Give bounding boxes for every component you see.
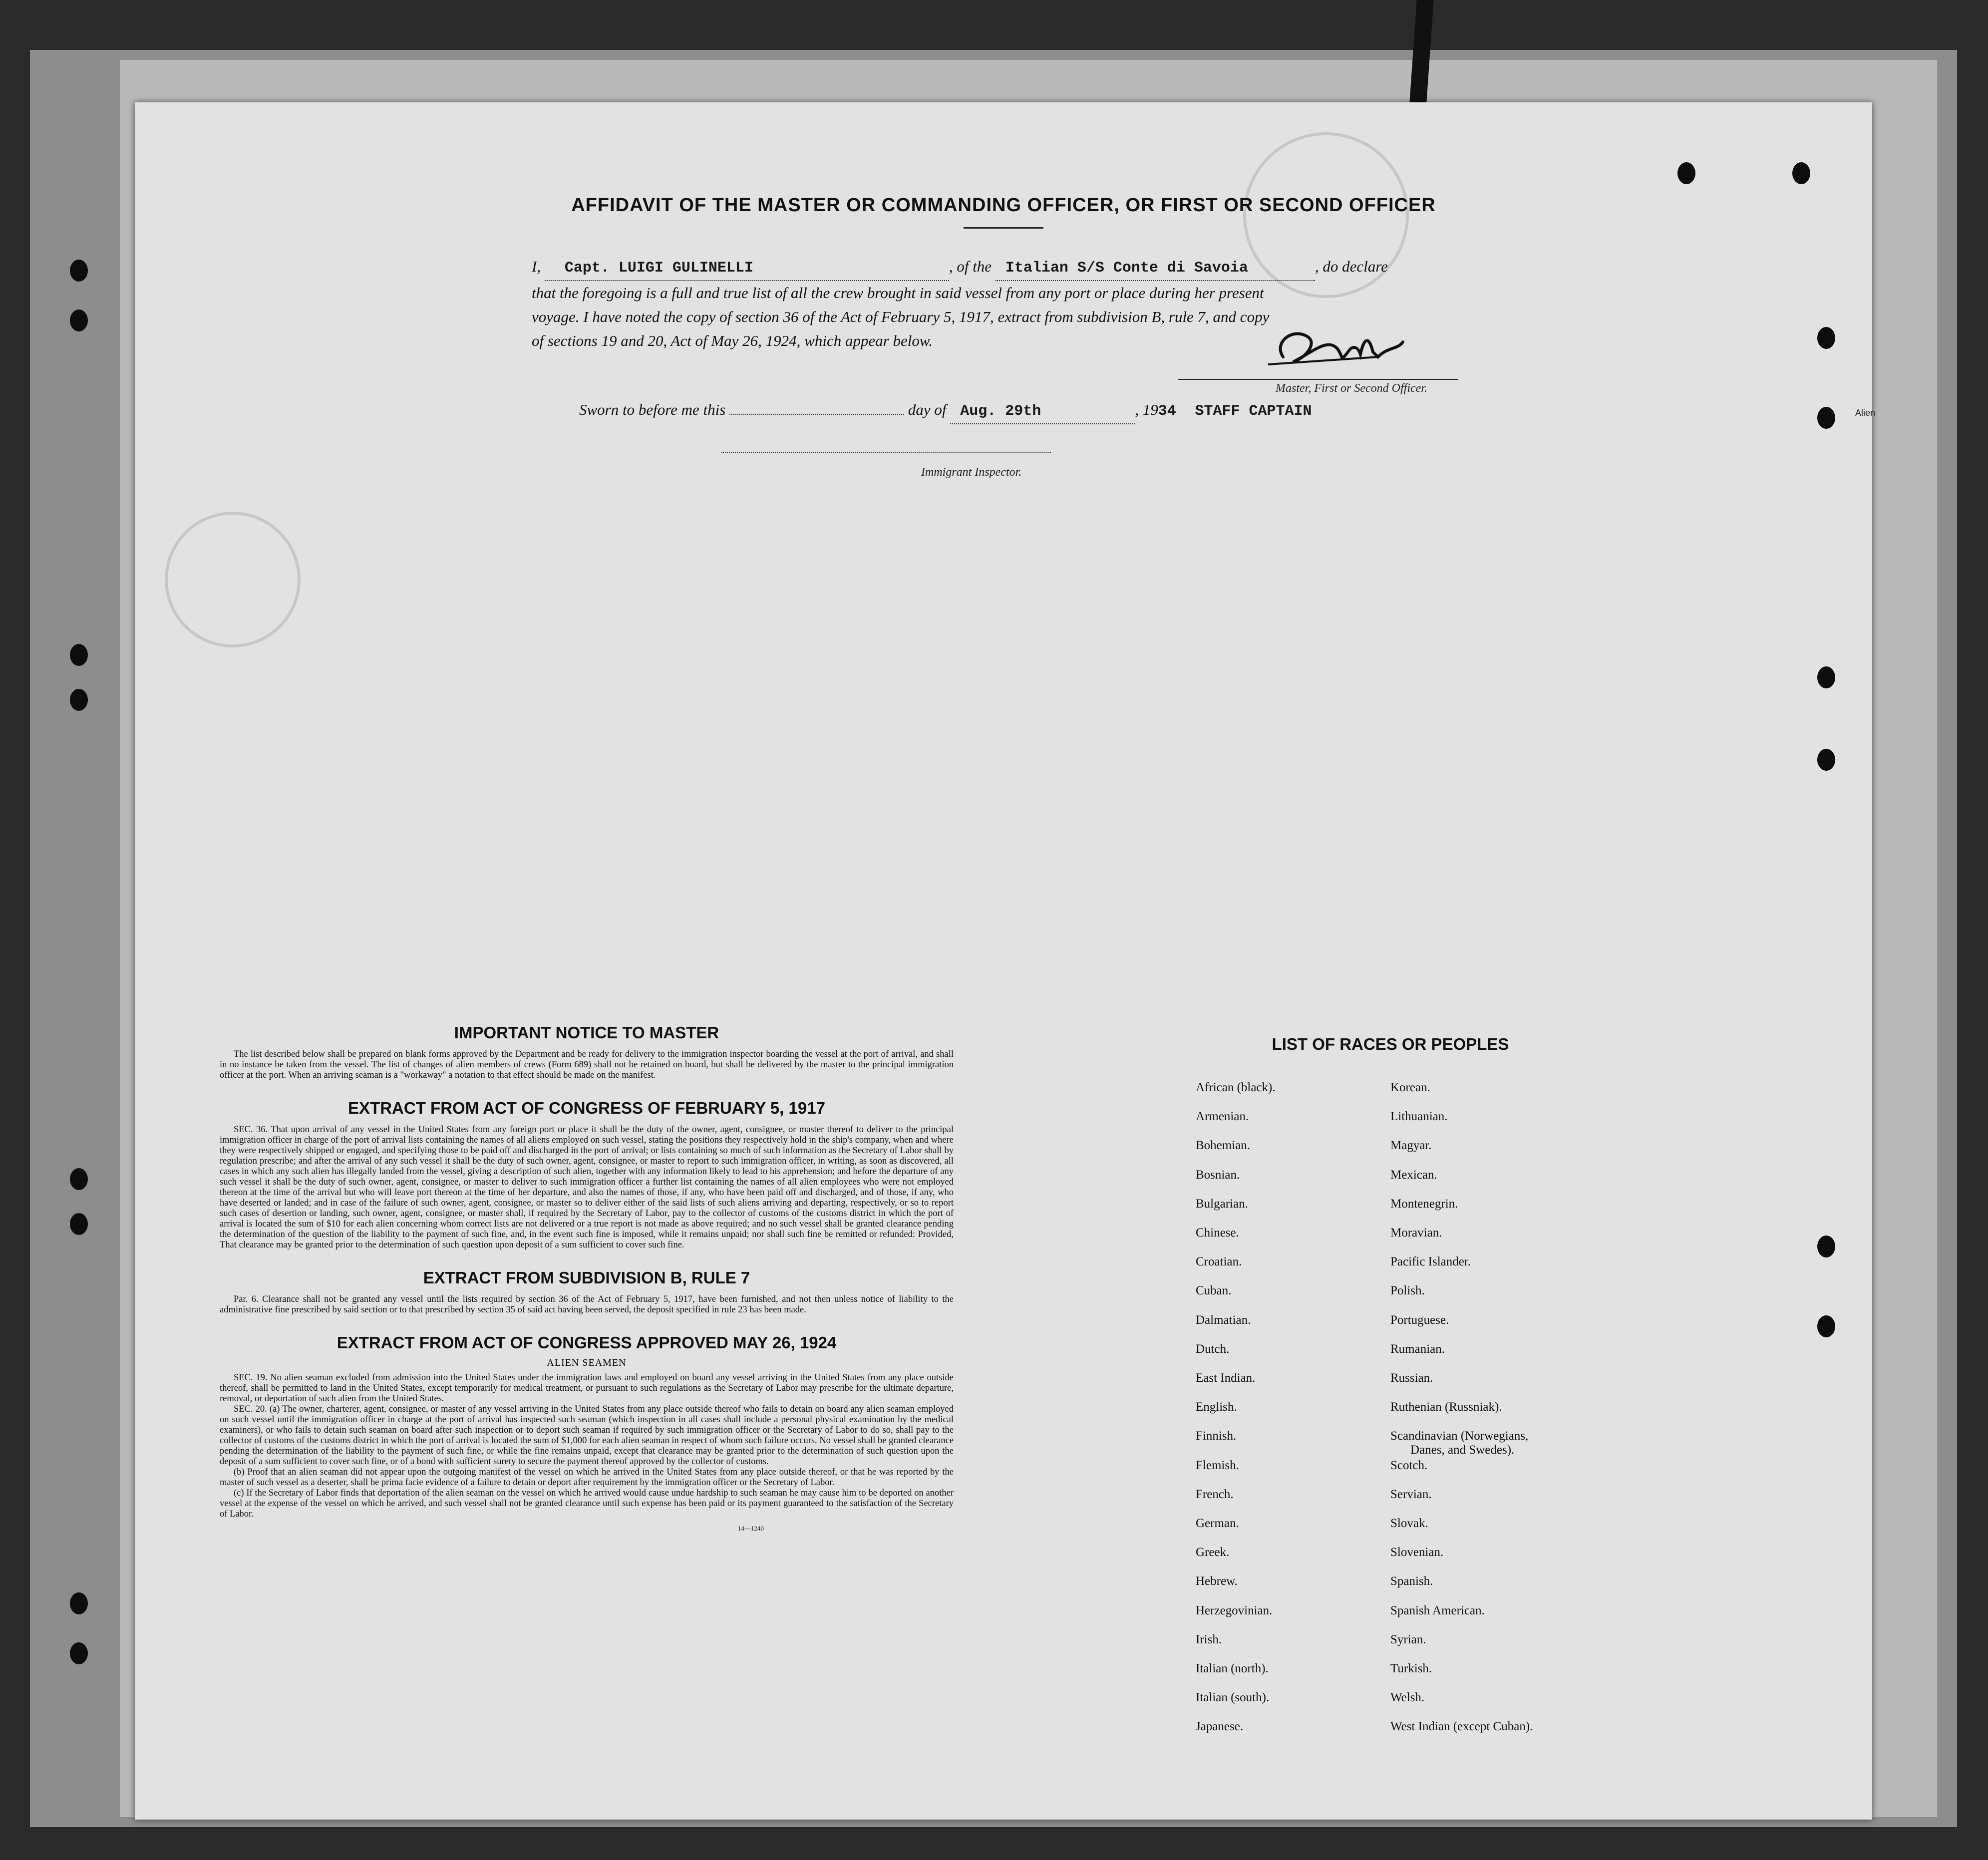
race-item: Chinese.	[1196, 1226, 1239, 1240]
race-item: Italian (south).	[1196, 1691, 1270, 1705]
form-number: 14—1240	[738, 1525, 764, 1532]
race-item: Slovak.	[1390, 1517, 1428, 1530]
race-item: Ruthenian (Russniak).	[1390, 1400, 1502, 1414]
section-19-paragraph: SEC. 19. No alien seaman excluded from admission into the United States under the immigration laws and employed on board any vessel arriving in the United States from any place outside thereof, shall be permitted to land in the United States, except temporarily for medical treatment, or pursuant to such regulations as the Secretary of Labor may prescribe for the ultimate departure, removal, or deportation of such alien from the United States.	[220, 1373, 954, 1404]
race-item: English.	[1196, 1400, 1237, 1414]
sworn-day-field	[729, 414, 904, 415]
punch-hole	[70, 1592, 88, 1614]
race-item: Scandinavian (Norwegians,	[1390, 1429, 1529, 1443]
extract-1924-text	[220, 1373, 954, 1520]
punch-hole	[1677, 162, 1695, 184]
declaration-paragraph	[532, 255, 1640, 353]
of-the-label: , of the	[949, 258, 992, 275]
race-item: Russian.	[1390, 1371, 1433, 1385]
race-item: Syrian.	[1390, 1632, 1426, 1646]
race-item: Pacific Islander.	[1390, 1255, 1471, 1269]
race-item: East Indian.	[1196, 1371, 1256, 1385]
vessel-name: Italian S/S Conte di Savoia	[1005, 260, 1248, 277]
race-item: Spanish.	[1390, 1574, 1433, 1588]
punch-hole	[70, 644, 88, 666]
race-item: Polish.	[1390, 1284, 1425, 1298]
race-item: Irish.	[1196, 1632, 1222, 1646]
sworn-date: Aug. 29th	[960, 403, 1041, 420]
race-item: Croatian.	[1196, 1255, 1242, 1269]
punch-hole	[1792, 162, 1810, 184]
punch-hole	[70, 260, 88, 282]
race-item: Korean.	[1390, 1081, 1430, 1094]
signature-line	[1178, 379, 1458, 380]
races-title: LIST OF RACES OR PEOPLES	[1272, 1035, 1509, 1053]
extract-1917-title: EXTRACT FROM ACT OF CONGRESS OF FEBRUARY 5, 1917	[348, 1099, 825, 1117]
sworn-date-field	[950, 398, 1135, 424]
race-item: French.	[1196, 1487, 1234, 1501]
race-item: Mexican.	[1390, 1168, 1437, 1182]
section-20c-paragraph: (c) If the Secretary of Labor finds that deportation of the alien seaman on the vessel on which he arrived would cause undue hardship to such seaman he may cause him to be deported on another vessel at the expense of the vessel on which he arrived, and such vessel shall not be granted clearance until such expense has been paid or its payment guaranteed to the satisfaction of the Secretary of Labor.	[220, 1488, 954, 1519]
section-20a-paragraph: SEC. 20. (a) The owner, charterer, agent, consignee, or master of any vessel arriving in the United States from any place outside thereof who fails to detain on board any alien seaman employed on such vessel until the immigration officer in charge at the port of arrival has inspected such seaman (which inspection in all cases shall include a personal physical examination by the medical examiners), or who fails to detain such seaman on board after such inspection or to deport such seaman if required by such immigration officer or the Secretary of Labor to do so, shall pay to the collector of customs of the customs district in which the port of arrival is located the sum of $1,000 for each alien seaman in respect of whom such failure occurs. No vessel shall be granted clearance pending the determination of the liability to the payment of such fine, or while the fine remains unpaid, except that clearance may be granted prior to the determination of such question upon the deposit of a sum sufficient to cover such fine, or of a bond with sufficient surety to secure the payment thereof approved by the collector of customs.	[220, 1404, 954, 1467]
declaration-line-3: voyage. I have noted the copy of section 36 of the Act of February 5, 1917, extract from subdivision B, rule 7, and copy	[532, 308, 1270, 325]
notices-column	[220, 1023, 954, 1533]
notice-text	[220, 1049, 954, 1081]
race-item: African (black).	[1196, 1081, 1276, 1094]
race-item: Herzegovinian.	[1196, 1603, 1273, 1617]
extract-1917-text	[220, 1125, 954, 1250]
punch-hole	[1817, 666, 1835, 688]
race-item: Spanish American.	[1390, 1603, 1485, 1617]
race-item: Magyar.	[1390, 1139, 1432, 1153]
officer-name: Capt. LUIGI GULINELLI	[564, 260, 753, 277]
punch-hole	[70, 1213, 88, 1235]
race-item: Flemish.	[1196, 1458, 1239, 1472]
race-item: Rumanian.	[1390, 1342, 1445, 1356]
extract-1924-title: EXTRACT FROM ACT OF CONGRESS APPROVED MAY 26, 1924	[336, 1333, 837, 1352]
margin-text-alien: Alien	[1855, 408, 1876, 418]
race-item: Danes, and Swedes).	[1410, 1443, 1515, 1457]
affidavit-page	[135, 102, 1876, 1820]
notice-title: IMPORTANT NOTICE TO MASTER	[454, 1023, 719, 1042]
race-item: Servian.	[1390, 1487, 1432, 1501]
inspector-caption: Immigrant Inspector.	[921, 466, 1022, 479]
race-item: Japanese.	[1196, 1720, 1244, 1734]
race-item: Turkish.	[1390, 1662, 1432, 1675]
punch-hole	[70, 1642, 88, 1664]
do-declare-label: , do declare	[1315, 258, 1388, 275]
race-item: Bohemian.	[1196, 1139, 1251, 1153]
alien-seamen-subtitle: ALIEN SEAMEN	[547, 1357, 627, 1368]
sworn-label: Sworn to before me this	[579, 401, 726, 418]
year-prefix: , 19	[1135, 401, 1158, 418]
master-signature	[1253, 322, 1423, 377]
race-item: Dutch.	[1196, 1342, 1230, 1356]
title-rule	[964, 227, 1043, 229]
section-20b-paragraph: (b) Proof that an alien seaman did not appear upon the outgoing manifest of the vessel on which he arrived in the United States from any place outside thereof, or that he was reported by the master of such vessel as a deserter, shall be prima facie evidence of a failure to detain or deport after requirement by the immigration officer or the Secretary of Labor.	[220, 1467, 954, 1488]
vessel-name-field	[995, 255, 1315, 281]
race-item: Scotch.	[1390, 1458, 1428, 1472]
race-item: Bulgarian.	[1196, 1197, 1248, 1211]
race-item: Italian (north).	[1196, 1662, 1269, 1675]
officer-rank: STAFF CAPTAIN	[1195, 403, 1312, 420]
extract-rule7-title: EXTRACT FROM SUBDIVISION B, RULE 7	[423, 1268, 750, 1287]
punch-hole	[1817, 327, 1835, 349]
declaration-line-4: of sections 19 and 20, Act of May 26, 1924, which appear below.	[532, 332, 933, 349]
race-item: Hebrew.	[1196, 1574, 1238, 1588]
race-item: Slovenian.	[1390, 1546, 1444, 1559]
race-item: Finnish.	[1196, 1429, 1237, 1443]
officer-name-field	[545, 255, 949, 281]
race-item: Montenegrin.	[1390, 1197, 1458, 1211]
declaration-line-2: that the foregoing is a full and true list of all the crew brought in said vessel from any port or place during her present	[532, 284, 1264, 302]
race-item: Lithuanian.	[1390, 1110, 1448, 1124]
race-item: Portuguese.	[1390, 1313, 1449, 1327]
punch-hole	[70, 310, 88, 331]
race-item: Bosnian.	[1196, 1168, 1240, 1182]
i-label: I,	[532, 258, 541, 275]
affidavit-title: AFFIDAVIT OF THE MASTER OR COMMANDING OFFICER, OR FIRST OR SECOND OFFICER	[571, 195, 1436, 216]
sworn-line	[579, 398, 1312, 424]
race-item: West Indian (except Cuban).	[1390, 1720, 1533, 1734]
race-item: Dalmatian.	[1196, 1313, 1251, 1327]
extract-rule7-text	[220, 1294, 954, 1315]
faint-seal-stamp	[165, 512, 301, 647]
day-of-label: day of	[908, 401, 947, 418]
declaration-line-1	[532, 255, 1640, 281]
race-item: Cuban.	[1196, 1284, 1232, 1298]
race-item: Armenian.	[1196, 1110, 1249, 1124]
extract-1917-paragraph: SEC. 36. That upon arrival of any vessel in the United States from any foreign port or place it shall be the duty of the owner, agent, consignee, or master thereof to deliver to the principal immigration officer in charge of the port of arrival lists containing the names of all aliens employed on such vessel, stating the positions they respectively hold in the ship's company, when and where they were respectively shipped or engaged, and specifying those to be paid off and discharged in the port of arrival; or lists containing so much of such information as the Secretary of Labor shall by regulation prescribe; and after the arrival of any such vessel it shall be the duty of such owner, agent, consignee, or master to report to such immigration officer, in writing, as soon as discovered, all cases in which any such alien has illegally landed from the vessel, giving a description of such alien, together with any information likely to lead to his apprehension; and before the departure of any such vessel it shall be the duty of such owner, agent, consignee, or master to deliver to such immigration officer a further list containing the names of all alien employees who were not employed thereon at the time of the arrival but who will leave port thereon at the time of her departure, and also the names of those, if any, who have been paid off and discharged, and of those, if any, who have deserted or landed; and in case of the failure of such owner, agent, consignee, or master so to deliver either of the said lists of such aliens arriving and departing, respectively, or so to report such cases of desertion or landing, such owner, agent, consignee, or master shall, if required by the Secretary of Labor, pay to the collector of customs of the customs district in which the port of arrival is located the sum of $10 for each alien concerning whom correct lists are not delivered or a true report is not made as above required; and no such vessel shall be granted clearance pending the determination of the question of the liability to the payment of such fine, and, in the event such fine is imposed, while it remains unpaid; nor shall such fine be remitted or refunded: Provided, That clearance may be granted prior to the determination of such question upon deposit of a sum sufficient to cover such fine.	[220, 1125, 954, 1250]
punch-hole	[70, 689, 88, 711]
sworn-year: 34	[1158, 403, 1176, 420]
race-item: Welsh.	[1390, 1691, 1425, 1705]
punch-hole	[1817, 407, 1835, 429]
notice-paragraph: The list described below shall be prepared on blank forms approved by the Department and be ready for delivery to the immigration inspector boarding the vessel at the port of arrival, and shall in no instance be taken from the vessel. The list of changes of alien members of crews (Form 689) shall not be retained on board, but shall be delivered by the master to the principal immigration officer at the port. When an arriving seaman is a "workaway" a notation to that effect should be made on the manifest.	[220, 1049, 954, 1080]
punch-hole	[1817, 1315, 1835, 1337]
punch-hole	[1817, 749, 1835, 771]
race-item: German.	[1196, 1517, 1239, 1530]
signature-caption: Master, First or Second Officer.	[1276, 382, 1427, 395]
punch-hole	[1817, 1236, 1835, 1257]
punch-hole	[70, 1168, 88, 1190]
race-item: Moravian.	[1390, 1226, 1442, 1240]
race-item: Greek.	[1196, 1546, 1230, 1559]
inspector-signature-line	[721, 452, 1051, 453]
extract-rule7-paragraph: Par. 6. Clearance shall not be granted any vessel until the lists required by section 36 of the Act of February 5, 1917, have been furnished, and not then unless notice of liability to the administrative fine prescribed by said section or to that prescribed by section 35 of said act having been served, the deposit specified in rule 23 has been made.	[220, 1294, 954, 1315]
